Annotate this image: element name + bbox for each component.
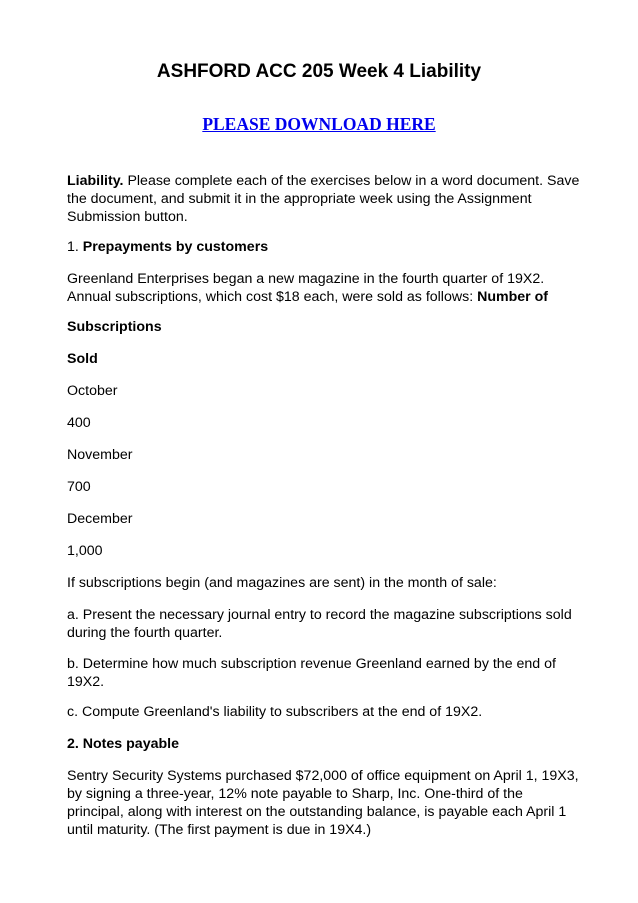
section-2-para-line-1: Sentry Security Systems purchased $72,000 of office equipment on April 1, 19X3, bbox=[67, 768, 579, 784]
section-2-title: 2. Notes payable bbox=[67, 736, 179, 752]
intro-bold-lead: Liability. bbox=[67, 173, 124, 189]
question-a-line-1: a. Present the necessary journal entry to record the magazine subscriptions sold bbox=[67, 607, 572, 623]
section-1-title: Prepayments by customers bbox=[82, 239, 269, 255]
section-2-para-line-2: by signing a three-year, 12% note payable to Sharp, Inc. One-third of the bbox=[67, 786, 523, 802]
column-label-subscriptions-text: Subscriptions bbox=[67, 319, 162, 335]
section-1-number: 1. bbox=[67, 239, 79, 255]
intro-paragraph bbox=[67, 172, 607, 226]
download-link[interactable]: PLEASE DOWNLOAD HERE bbox=[202, 114, 436, 134]
section-2-para-line-3: principal, along with interest on the outstanding balance, is payable each April 1 bbox=[67, 804, 567, 820]
condition-text: If subscriptions begin (and magazines are sent) in the month of sale: bbox=[67, 575, 497, 591]
question-b bbox=[67, 655, 607, 691]
row-count-october: 400 bbox=[67, 415, 91, 431]
column-label-sold bbox=[67, 350, 607, 368]
row-month-october: October bbox=[67, 383, 118, 399]
intro-line-3: Submission button. bbox=[67, 209, 188, 225]
question-a-line-2: during the fourth quarter. bbox=[67, 625, 223, 641]
intro-line-2: the document, and submit it in the appropriate week using the Assignment bbox=[67, 191, 532, 207]
question-b-line-1: b. Determine how much subscription revenue Greenland earned by the end of bbox=[67, 656, 556, 672]
section-2-heading bbox=[67, 735, 607, 753]
section-2-paragraph bbox=[67, 767, 607, 839]
section-1-heading bbox=[67, 238, 607, 256]
section-1-paragraph bbox=[67, 270, 607, 306]
intro-line-1 bbox=[67, 172, 607, 190]
download-link-container bbox=[0, 113, 638, 135]
section-1-para-line-2 bbox=[67, 288, 607, 306]
section-2-para-line-4: until maturity. (The first payment is due in 19X4.) bbox=[67, 822, 372, 838]
column-label-sold-text: Sold bbox=[67, 351, 98, 367]
column-label-subscriptions bbox=[67, 318, 607, 336]
document-title: ASHFORD ACC 205 Week 4 Liability bbox=[156, 61, 482, 82]
section-1-para-line-2-text: Annual subscriptions, which cost $18 each, were sold as follows: bbox=[67, 289, 478, 305]
question-c: c. Compute Greenland's liability to subscribers at the end of 19X2. bbox=[67, 704, 483, 720]
question-a bbox=[67, 606, 607, 642]
section-1-para-line-1: Greenland Enterprises began a new magazine in the fourth quarter of 19X2. bbox=[67, 271, 545, 287]
intro-line-1-text: Please complete each of the exercises below in a word document. Save bbox=[123, 173, 580, 189]
row-count-december: 1,000 bbox=[67, 543, 103, 559]
question-b-line-2: 19X2. bbox=[67, 674, 105, 690]
row-month-december: December bbox=[67, 511, 133, 527]
row-month-november: November bbox=[67, 447, 133, 463]
row-count-november: 700 bbox=[67, 479, 91, 495]
section-1-para-line-2-bold: Number of bbox=[477, 289, 549, 305]
